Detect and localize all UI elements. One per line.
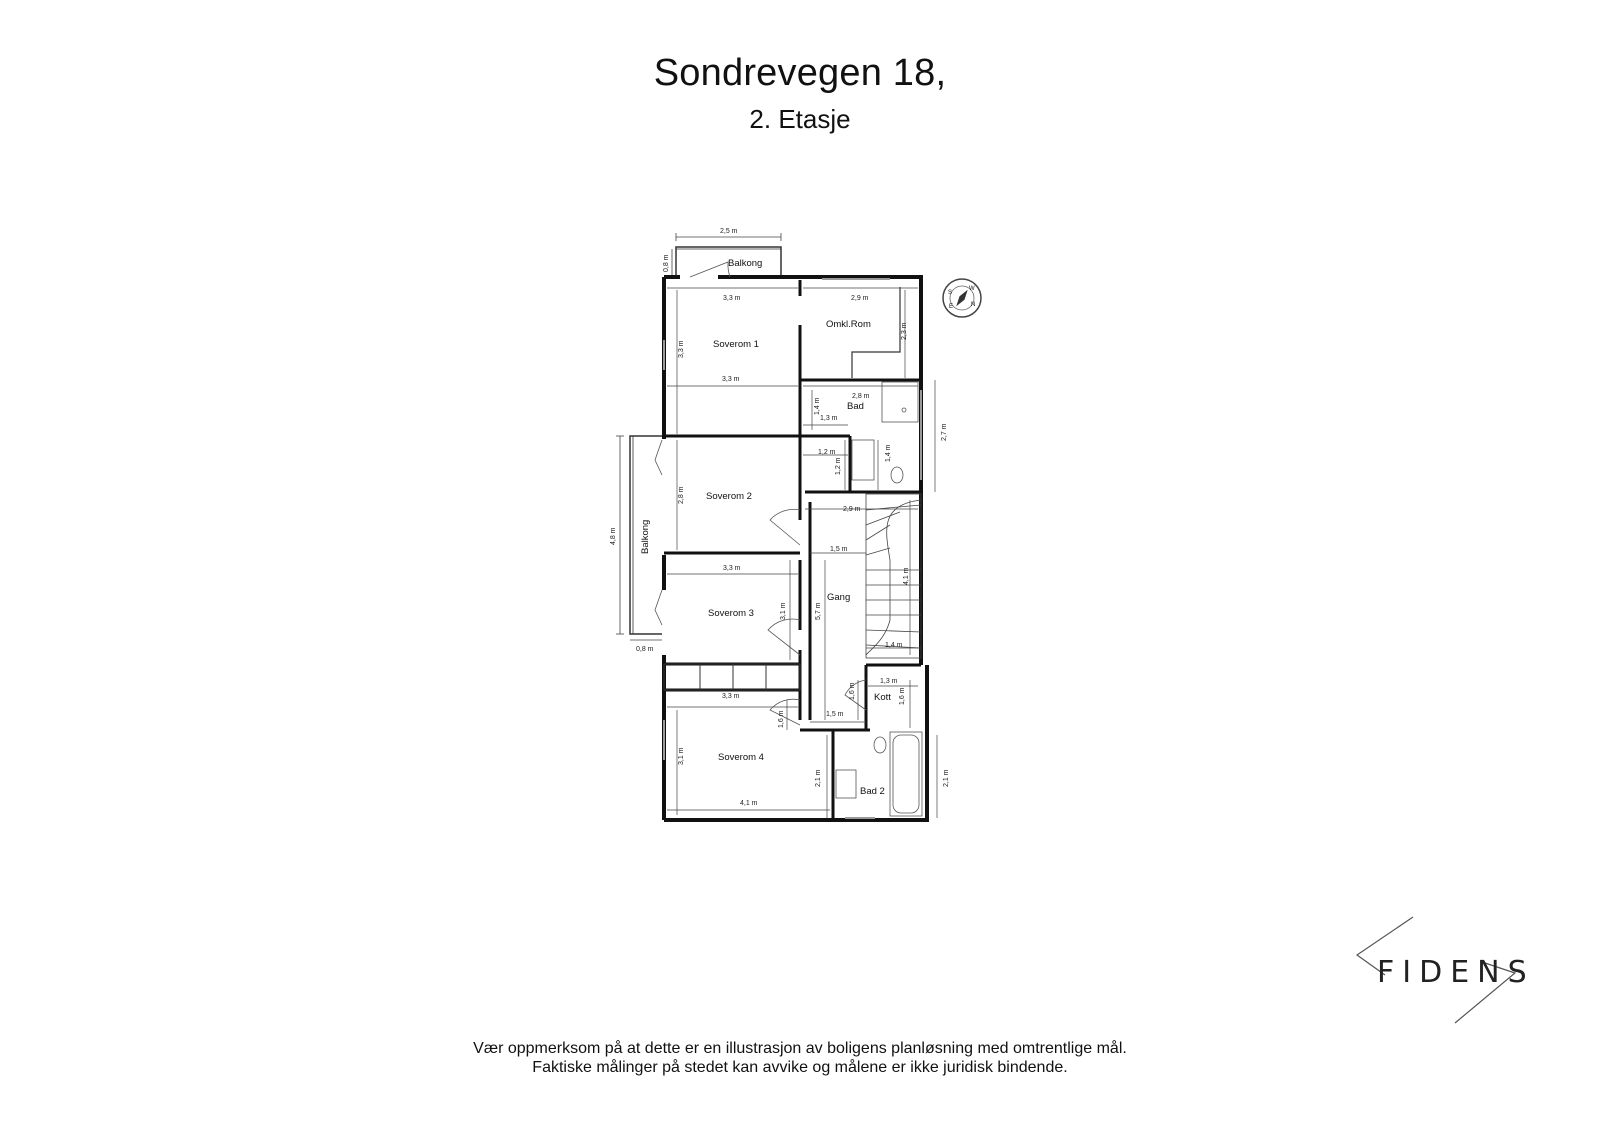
- dim-label: 2,1 m: [815, 769, 822, 787]
- room-gang: Gang: [827, 592, 851, 603]
- compass-letter: E: [949, 304, 954, 310]
- staircase: [866, 494, 921, 658]
- dim-label: 3,3 m: [723, 295, 741, 302]
- dim-label: 1,6 m: [849, 682, 856, 700]
- dim-label: 3,3 m: [678, 340, 685, 358]
- room-bad-2: Bad 2: [860, 786, 885, 797]
- dim-label: 4,1 m: [740, 800, 758, 807]
- dim-label: 1,5 m: [826, 711, 844, 718]
- dim-label: 4,1 m: [903, 567, 910, 585]
- disclaimer-line-1: Vær oppmerksom på at dette er en illustrasjon av boligens planløsning med omtrentlige mål.: [473, 1040, 1127, 1057]
- room-bad: Bad: [847, 401, 864, 412]
- dim-label: 1,3 m: [880, 678, 898, 685]
- room-omkl-rom: Omkl.Rom: [826, 319, 871, 330]
- dim-label: 1,5 m: [830, 546, 848, 553]
- room-soverom-2: Soverom 2: [706, 491, 752, 502]
- dim-label: 0,8 m: [636, 646, 654, 653]
- disclaimer-line-2: Faktiske målinger på stedet kan avvike og målene er ikke juridisk bindende.: [532, 1059, 1068, 1076]
- dim-label: 2,1 m: [943, 769, 950, 787]
- room-balkong-top: Balkong: [728, 258, 763, 269]
- room-kott: Kott: [874, 692, 891, 703]
- compass-letter: S: [948, 290, 953, 296]
- dim-label: 1,2 m: [818, 449, 836, 456]
- dim-label: 1,2 m: [835, 457, 842, 475]
- page-subtitle: 2. Etasje: [749, 104, 851, 134]
- dim-label: 2,3 m: [901, 322, 908, 340]
- dim-label: 3,3 m: [722, 376, 740, 383]
- dim-label: 1,3 m: [820, 415, 838, 422]
- dim-label: 5,7 m: [815, 602, 822, 620]
- dim-label: 3,3 m: [722, 693, 740, 700]
- dim-label: 2,8 m: [852, 393, 870, 400]
- page-title: Sondrevegen 18,: [653, 52, 947, 94]
- dim-label: 3,1 m: [678, 747, 685, 765]
- room-soverom-1: Soverom 1: [713, 339, 759, 350]
- dim-label: 2,7 m: [941, 423, 948, 441]
- logo-text: FIDENS: [1377, 955, 1535, 990]
- fidens-logo: [1355, 915, 1545, 1025]
- room-soverom-3: Soverom 3: [708, 608, 754, 619]
- dim-label: 1,6 m: [899, 687, 906, 705]
- dim-label: 0,8 m: [663, 254, 670, 272]
- dim-label: 2,8 m: [678, 486, 685, 504]
- compass-letter: W: [969, 286, 975, 292]
- dim-label: 4,8 m: [610, 527, 617, 545]
- compass-icon: [943, 279, 981, 317]
- dim-label: 1,4 m: [885, 642, 903, 649]
- room-soverom-4: Soverom 4: [718, 752, 764, 763]
- dim-label: 1,4 m: [814, 397, 821, 415]
- dim-label: 1,4 m: [885, 444, 892, 462]
- dim-label: 1,6 m: [778, 710, 785, 728]
- dim-label: 3,1 m: [780, 602, 787, 620]
- disclaimer: [0, 1039, 1600, 1077]
- dim-label: 2,9 m: [851, 295, 869, 302]
- room-balkong-side: Balkong: [640, 519, 651, 554]
- dim-label: 2,5 m: [720, 228, 738, 235]
- compass-letter: N: [971, 302, 976, 308]
- dim-label: 2,9 m: [843, 506, 861, 513]
- dim-label: 3,3 m: [723, 565, 741, 572]
